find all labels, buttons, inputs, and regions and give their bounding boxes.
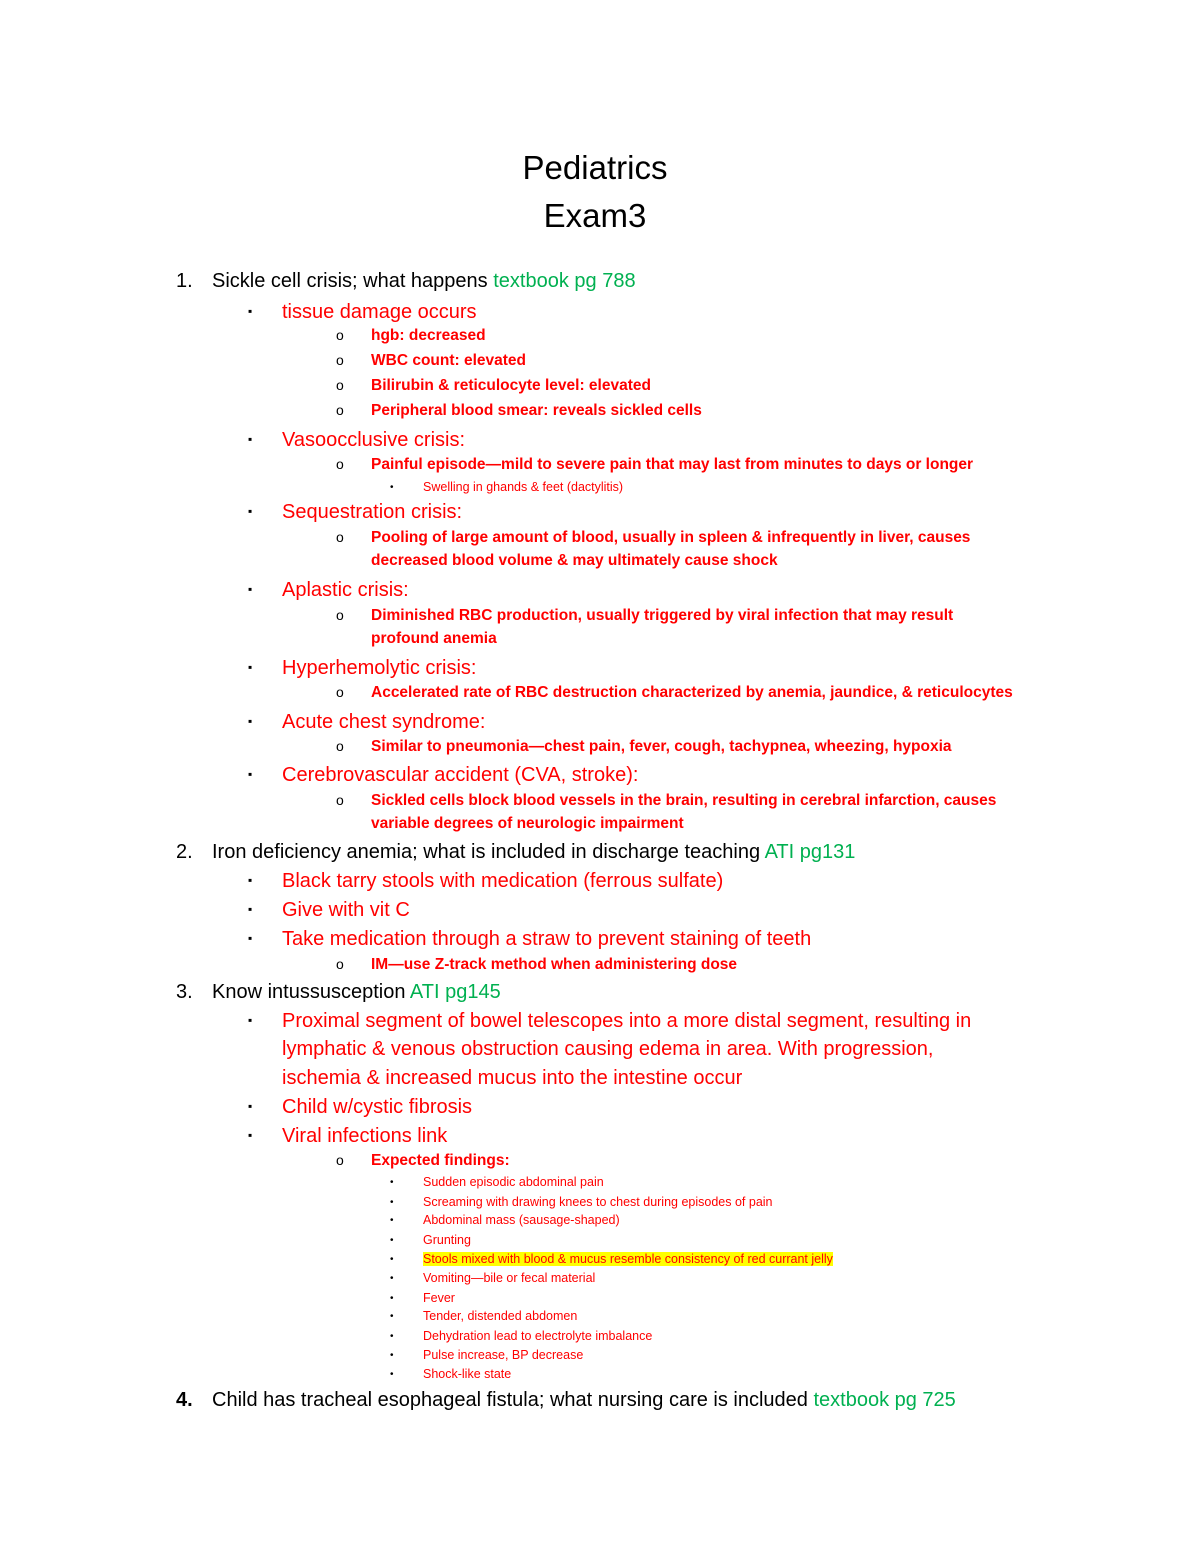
list-item: [336, 324, 486, 347]
bullet-text: Vasoocclusive crisis:: [282, 429, 466, 451]
square-bullet-icon: ▪: [248, 1099, 253, 1113]
list-item: [248, 896, 410, 923]
list-item: [336, 399, 702, 422]
finding-item: [390, 1231, 471, 1250]
question-number: 2.: [176, 841, 193, 863]
circle-bullet-icon: o: [336, 956, 344, 972]
list-item: [248, 867, 723, 894]
list-item: [336, 349, 526, 372]
bullet-text: Viral infections link: [282, 1125, 448, 1147]
bullet-text: Aplastic crisis:: [282, 579, 409, 601]
square-bullet-icon: ▪: [248, 304, 253, 318]
bullet-text: Take medication through a straw to prevent staining of teeth: [282, 928, 812, 950]
list-item: [390, 478, 623, 497]
bullet-continuation: decreased blood volume & may ultimately cause shock: [371, 552, 778, 569]
bullet-text: hgb: decreased: [371, 327, 486, 344]
list-item: [248, 708, 485, 735]
list-item: [336, 735, 952, 758]
finding-item: [390, 1307, 577, 1326]
question-2: [176, 839, 855, 865]
finding-item: [390, 1346, 583, 1365]
list-item: [336, 526, 970, 549]
list-item: [248, 654, 476, 681]
bullet-text: Give with vit C: [282, 899, 410, 921]
bullet-text: Fever: [423, 1291, 455, 1305]
dot-bullet-icon: •: [390, 1177, 394, 1188]
bullet-continuation: variable degrees of neurologic impairment: [371, 815, 684, 832]
square-bullet-icon: ▪: [248, 767, 253, 781]
dot-bullet-icon: •: [390, 1350, 394, 1361]
square-bullet-icon: ▪: [248, 1128, 253, 1142]
list-item: [248, 761, 638, 788]
bullet-text: Sequestration crisis:: [282, 501, 463, 523]
dot-bullet-icon: •: [390, 1369, 394, 1380]
dot-bullet-icon: •: [390, 1293, 394, 1304]
question-1: [176, 268, 636, 294]
list-item: [336, 374, 651, 397]
square-bullet-icon: ▪: [248, 714, 253, 728]
circle-bullet-icon: o: [336, 327, 344, 343]
reference: ATI pg131: [764, 841, 856, 863]
bullet-continuation: ischemia & increased mucus into the intestine occur: [282, 1067, 743, 1089]
dot-bullet-icon: •: [390, 1273, 394, 1284]
dot-bullet-icon: •: [390, 1215, 394, 1226]
list-item: [336, 604, 953, 627]
finding-item: [390, 1250, 833, 1269]
bullet-text: Expected findings:: [371, 1152, 510, 1169]
question-number: 4.: [176, 1389, 193, 1411]
bullet-text: Abdominal mass (sausage-shaped): [423, 1213, 620, 1227]
circle-bullet-icon: o: [336, 352, 344, 368]
list-item: [336, 789, 996, 812]
circle-bullet-icon: o: [336, 1152, 344, 1168]
bullet-text: Shock-like state: [423, 1367, 512, 1381]
square-bullet-icon: ▪: [248, 660, 253, 674]
finding-item: [390, 1327, 652, 1346]
bullet-continuation: profound anemia: [371, 630, 497, 647]
bullet-text: IM—use Z-track method when administering dose: [371, 956, 738, 973]
finding-item: [390, 1211, 620, 1230]
doc-subtitle: Exam3: [543, 197, 647, 234]
list-item: [248, 1093, 472, 1120]
finding-item: [390, 1193, 773, 1212]
list-item: [336, 1149, 510, 1172]
bullet-text: Diminished RBC production, usually triggered by viral infection that may result: [371, 607, 954, 624]
dot-bullet-icon: •: [390, 1254, 394, 1265]
bullet-text: Child w/cystic fibrosis: [282, 1096, 473, 1118]
list-item: [248, 498, 462, 525]
finding-item: [390, 1269, 595, 1288]
question-3: [176, 979, 501, 1005]
question-text: Child has tracheal esophageal fistula; what nursing care is included: [212, 1389, 814, 1411]
dot-bullet-icon: •: [390, 1311, 394, 1322]
bullet-text: Grunting: [423, 1233, 471, 1247]
bullet-text: Cerebrovascular accident (CVA, stroke):: [282, 764, 639, 786]
highlighted-text: Stools mixed with blood & mucus resemble consistency of red currant jelly: [423, 1252, 833, 1266]
reference: ATI pg145: [409, 981, 501, 1003]
question-text: Iron deficiency anemia; what is included in discharge teaching: [212, 841, 765, 863]
question-text: Know intussusception: [212, 981, 410, 1003]
square-bullet-icon: ▪: [248, 873, 253, 887]
bullet-text: WBC count: elevated: [371, 352, 527, 369]
square-bullet-icon: ▪: [248, 931, 253, 945]
bullet-text: Acute chest syndrome:: [282, 711, 486, 733]
bullet-text: tissue damage occurs: [282, 301, 477, 323]
bullet-text: Pooling of large amount of blood, usually in spleen & infrequently in liver, causes: [371, 529, 971, 546]
doc-title: Pediatrics: [522, 149, 668, 186]
bullet-text: Proximal segment of bowel telescopes into a more distal segment, resulting in: [282, 1010, 972, 1032]
question-4: [176, 1387, 956, 1413]
square-bullet-icon: ▪: [248, 432, 253, 446]
question-number: 3.: [176, 981, 193, 1003]
circle-bullet-icon: o: [336, 792, 344, 808]
square-bullet-icon: ▪: [248, 1013, 253, 1027]
bullet-text: Peripheral blood smear: reveals sickled cells: [371, 402, 702, 419]
bullet-text: Sudden episodic abdominal pain: [423, 1175, 604, 1189]
circle-bullet-icon: o: [336, 529, 344, 545]
list-item: [248, 426, 465, 453]
reference: textbook pg 788: [493, 270, 636, 292]
finding-item: [390, 1365, 511, 1384]
list-item: [248, 298, 477, 325]
question-text: Sickle cell crisis; what happens: [212, 270, 494, 292]
square-bullet-icon: ▪: [248, 902, 253, 916]
bullet-continuation: lymphatic & venous obstruction causing edema in area. With progression,: [282, 1038, 934, 1060]
circle-bullet-icon: o: [336, 377, 344, 393]
circle-bullet-icon: o: [336, 402, 344, 418]
bullet-text: Sickled cells block blood vessels in the brain, resulting in cerebral infarction, causes: [371, 792, 997, 809]
bullet-text: Pulse increase, BP decrease: [423, 1348, 584, 1362]
bullet-text: Black tarry stools with medication (ferrous sulfate): [282, 870, 724, 892]
bullet-text: Dehydration lead to electrolyte imbalance: [423, 1329, 653, 1343]
bullet-text: Vomiting—bile or fecal material: [423, 1271, 596, 1285]
list-item: [248, 925, 811, 952]
finding-item: [390, 1173, 604, 1192]
circle-bullet-icon: o: [336, 607, 344, 623]
dot-bullet-icon: •: [390, 1197, 394, 1208]
list-item: [336, 453, 973, 476]
circle-bullet-icon: o: [336, 738, 344, 754]
bullet-text: Swelling in ghands & feet (dactylitis): [423, 480, 624, 494]
circle-bullet-icon: o: [336, 684, 344, 700]
reference: textbook pg 725: [813, 1389, 956, 1411]
square-bullet-icon: ▪: [248, 504, 253, 518]
dot-bullet-icon: •: [390, 1235, 394, 1246]
list-item: [248, 1007, 971, 1034]
square-bullet-icon: ▪: [248, 582, 253, 596]
list-item: [248, 1122, 447, 1149]
list-item: [336, 681, 1013, 704]
list-item: [248, 576, 409, 603]
finding-item: [390, 1289, 455, 1308]
bullet-text: Bilirubin & reticulocyte level: elevated: [371, 377, 651, 394]
bullet-text: Screaming with drawing knees to chest during episodes of pain: [423, 1195, 773, 1209]
bullet-text: Hyperhemolytic crisis:: [282, 657, 477, 679]
circle-bullet-icon: o: [336, 456, 344, 472]
bullet-text: Similar to pneumonia—chest pain, fever, cough, tachypnea, wheezing, hypoxia: [371, 738, 952, 755]
list-item: [336, 953, 737, 976]
bullet-text: Tender, distended abdomen: [423, 1309, 578, 1323]
bullet-text: Painful episode—mild to severe pain that may last from minutes to days or longer: [371, 456, 974, 473]
bullet-text: Accelerated rate of RBC destruction characterized by anemia, jaundice, & reticulocytes: [371, 684, 1013, 701]
dot-bullet-icon: •: [390, 482, 394, 493]
dot-bullet-icon: •: [390, 1331, 394, 1342]
question-number: 1.: [176, 270, 193, 292]
